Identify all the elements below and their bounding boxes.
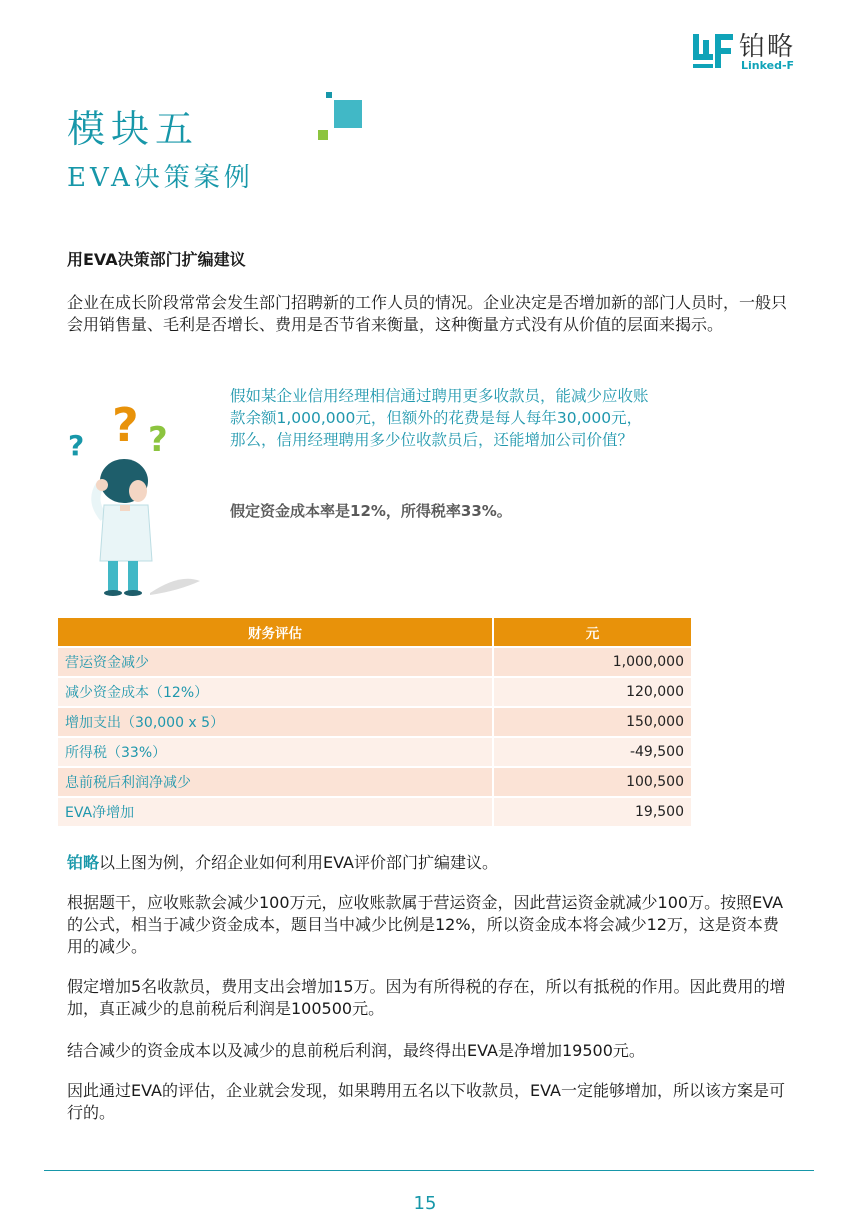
decorative-squares-icon: [318, 90, 364, 142]
module-subtitle: EVA决策案例: [67, 163, 254, 193]
financial-evaluation-table: [58, 618, 691, 826]
table-header-item: 财务评估: [58, 618, 493, 647]
analysis-paragraph-4: 结合减少的资金成本以及减少的息前税后利润，最终得出EVA是净增加19500元。: [67, 1041, 645, 1060]
logo-mark-icon: [693, 32, 735, 70]
table-header-row: [58, 618, 691, 647]
analysis-paragraph-5: 因此通过EVA的评估，企业就会发现，如果聘用五名以下收款员，EVA一定能够增加，所以该方案是可行的。: [67, 1081, 785, 1122]
brand-logo: [693, 32, 813, 74]
row-label: 所得税（33%）: [58, 737, 493, 767]
svg-text:?: ?: [112, 398, 139, 452]
case-scenario: 假如某企业信用经理相信通过聘用更多收款员，能减少应收账款余额1,000,000元，但额外的花费是每人每年30,000元，那么，信用经理聘用多少位收款员后，还能增加公司价值？: [230, 387, 649, 449]
row-value: 120,000: [493, 677, 691, 707]
analysis-paragraph-3: 假定增加5名收款员，费用支出会增加15万。因为有所得税的存在，所以有抵税的作用。因此费用的增加，真正减少的息前税后利润是100500元。: [67, 977, 786, 1018]
row-value: 150,000: [493, 707, 691, 737]
logo-name: 铂略: [739, 32, 796, 62]
logo-subtitle: Linked-F: [741, 59, 795, 72]
row-label: 营运资金减少: [58, 647, 493, 677]
table-row: [58, 647, 691, 677]
footer-divider: [44, 1170, 814, 1171]
confused-person-icon: [60, 393, 210, 598]
row-value: 19,500: [493, 797, 691, 826]
section-heading: 用EVA决策部门扩编建议: [67, 250, 246, 269]
analysis-text: 以上图为例，介绍企业如何利用EVA评价部门扩编建议。: [99, 853, 498, 872]
table-row: [58, 707, 691, 737]
row-label: EVA净增加: [58, 797, 493, 826]
row-value: 1,000,000: [493, 647, 691, 677]
svg-text:?: ?: [68, 429, 85, 462]
table-header-amount: 元: [493, 618, 691, 647]
case-assumption: 假定资金成本率是12%，所得税率33%。: [230, 502, 512, 520]
table-row: [58, 797, 691, 826]
row-value: -49,500: [493, 737, 691, 767]
svg-text:?: ?: [148, 420, 168, 460]
table-row: [58, 767, 691, 797]
row-value: 100,500: [493, 767, 691, 797]
table-row: [58, 677, 691, 707]
table-row: [58, 737, 691, 767]
brand-name: 铂略: [67, 853, 100, 872]
analysis-paragraph-2: 根据题干，应收账款会减少100万元，应收账款属于营运资金，因此营运资金就减少100万。按照EVA的公式，相当于减少资金成本，题目当中减少比例是12%，所以资金成本将会减少12万，这是资本费用的减少。: [67, 893, 784, 956]
row-label: 减少资金成本（12%）: [58, 677, 493, 707]
page-number: 15: [413, 1193, 437, 1214]
analysis-paragraph-1: [67, 852, 789, 874]
row-label: 增加支出（30,000 x 5）: [58, 707, 493, 737]
module-title: 模块五: [67, 107, 200, 151]
row-label: 息前税后利润净减少: [58, 767, 493, 797]
intro-paragraph: 企业在成长阶段常常会发生部门招聘新的工作人员的情况。企业决定是否增加新的部门人员时，一般只会用销售量、毛利是否增长、费用是否节省来衡量，这种衡量方式没有从价值的层面来揭示。: [67, 293, 788, 334]
